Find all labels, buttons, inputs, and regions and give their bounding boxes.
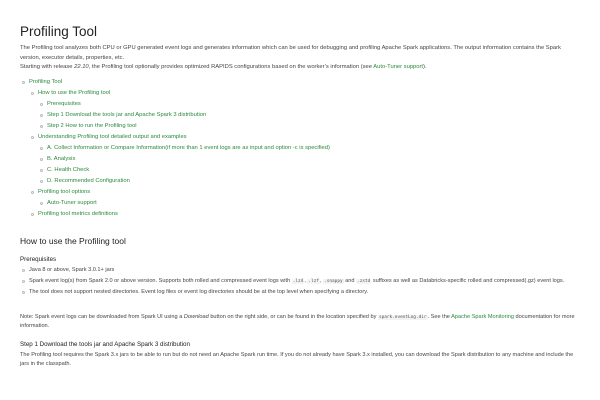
list-item xyxy=(20,288,580,297)
bullet-icon xyxy=(31,92,34,95)
toc-link[interactable]: C. Health Check xyxy=(47,167,90,173)
toc-link[interactable]: Step 2 How to run the Profiling tool xyxy=(47,123,137,129)
list-item-text: The tool does not support nested directories. Event log files or event log directories should be at the top level when specifying a directory. xyxy=(29,289,369,295)
code-snippet: .snappy xyxy=(324,279,343,284)
bullet-icon xyxy=(40,125,43,128)
list-item xyxy=(20,266,580,275)
toc-link[interactable]: Step 1 Download the tools jar and Apache Spark 3 distribution xyxy=(47,112,207,118)
toc-item[interactable] xyxy=(20,132,580,143)
toc-item[interactable] xyxy=(20,99,580,110)
download-note xyxy=(20,313,580,331)
toc-item[interactable] xyxy=(20,110,580,121)
list-item-text: , xyxy=(304,278,308,284)
intro-text: , the Profiling tool optionally provides optimized RAPIDS configurations based on the worker’s information (see xyxy=(88,64,374,70)
release-version: 22.10 xyxy=(74,64,89,70)
section-heading-how-to: How to use the Profiling tool xyxy=(20,236,126,246)
bullet-icon xyxy=(40,147,43,150)
spark-monitoring-link[interactable]: Apache Spark Monitoring xyxy=(451,314,514,320)
toc-item[interactable] xyxy=(20,176,580,187)
bullet-icon xyxy=(31,191,34,194)
list-item-text: Java 8 or above, Spark 3.0.1+ jars xyxy=(29,267,115,273)
list-item-text: and xyxy=(343,278,357,284)
list-item-text: suffixes as well as Databricks-specific rolled and compressed(.gz) event logs. xyxy=(371,278,565,284)
toc-link[interactable]: Profiling tool metrics definitions xyxy=(38,211,118,217)
list-item-text: Spark event log(s) from Spark 2.0 or above version. Supports both rolled and compressed event logs with xyxy=(29,278,292,284)
toc-link[interactable]: How to use the Profiling tool xyxy=(38,90,111,96)
bullet-icon xyxy=(40,103,43,106)
toc-link[interactable]: B. Analysis xyxy=(47,156,76,162)
step1-paragraph: The Profiling tool requires the Spark 3.x jars to be able to run but do not need an Apache Spark run time. If you do not already have Spark 3.x installed, you can download the Spark distribution to any machine and include the jars in the classpath. xyxy=(20,352,574,367)
prerequisites-heading: Prerequisites xyxy=(20,256,57,263)
code-snippet: .lz4 xyxy=(292,279,304,284)
intro-line-1: The Profiling tool analyzes both CPU or GPU generated event logs and generates information which can be used for debugging and profiling Apache Spark applications. The output information contains the Spark version, executor details, properties, etc. xyxy=(20,45,561,61)
auto-tuner-link[interactable]: Auto-Tuner support xyxy=(373,64,424,70)
intro-paragraph xyxy=(20,44,580,73)
intro-line-2 xyxy=(20,63,580,73)
prerequisites-list xyxy=(20,266,580,299)
bullet-icon xyxy=(40,202,43,205)
table-of-contents xyxy=(20,77,580,220)
toc-link[interactable]: Prerequisites xyxy=(47,101,81,107)
bullet-icon xyxy=(31,136,34,139)
toc-item[interactable] xyxy=(20,154,580,165)
list-item-text: , xyxy=(320,278,324,284)
toc-link[interactable]: A. Collect Information or Compare Information(if more than 1 event logs are as input and option -c is specified) xyxy=(47,145,330,151)
bullet-icon xyxy=(40,180,43,183)
bullet-icon xyxy=(22,291,25,294)
list-item xyxy=(20,277,580,286)
bullet-icon xyxy=(40,169,43,172)
bullet-icon xyxy=(40,158,43,161)
toc-item[interactable] xyxy=(20,88,580,99)
bullet-icon xyxy=(40,114,43,117)
bullet-icon xyxy=(22,280,25,283)
code-snippet: .lzf xyxy=(308,279,319,284)
toc-link[interactable]: Understanding Profiling tool detailed output and examples xyxy=(38,134,187,140)
toc-item[interactable] xyxy=(20,143,580,154)
toc-item[interactable] xyxy=(20,209,580,220)
step1-heading: Step 1 Download the tools jar and Apache Spark 3 distribution xyxy=(20,341,190,348)
bullet-icon xyxy=(22,269,25,272)
toc-link[interactable]: Profiling Tool xyxy=(29,79,63,85)
intro-text: Starting with release xyxy=(20,64,75,70)
toc-link[interactable]: D. Recommended Configuration xyxy=(47,178,130,184)
code-snippet: .zstd xyxy=(357,279,371,284)
toc-item[interactable] xyxy=(20,165,580,176)
note-text: . See the xyxy=(427,314,452,320)
bullet-icon xyxy=(22,81,25,84)
toc-item[interactable] xyxy=(20,187,580,198)
toc-item[interactable] xyxy=(20,198,580,209)
note-text: documentation for more information. xyxy=(20,314,575,329)
toc-item[interactable] xyxy=(20,121,580,132)
bullet-icon xyxy=(31,213,34,216)
toc-link[interactable]: Auto-Tuner support xyxy=(47,200,97,206)
note-text: Note: Spark event logs can be downloaded from Spark UI using a xyxy=(20,314,184,320)
note-text: button on the right side, or can be found in the location specified by xyxy=(208,314,378,320)
intro-text: ). xyxy=(423,64,427,70)
page-title: Profiling Tool xyxy=(20,24,98,39)
code-snippet: spark.eventLog.dir xyxy=(378,315,427,320)
toc-link[interactable]: Profiling tool options xyxy=(38,189,91,195)
toc-item[interactable] xyxy=(20,77,580,88)
download-emphasis: Download xyxy=(183,314,209,320)
